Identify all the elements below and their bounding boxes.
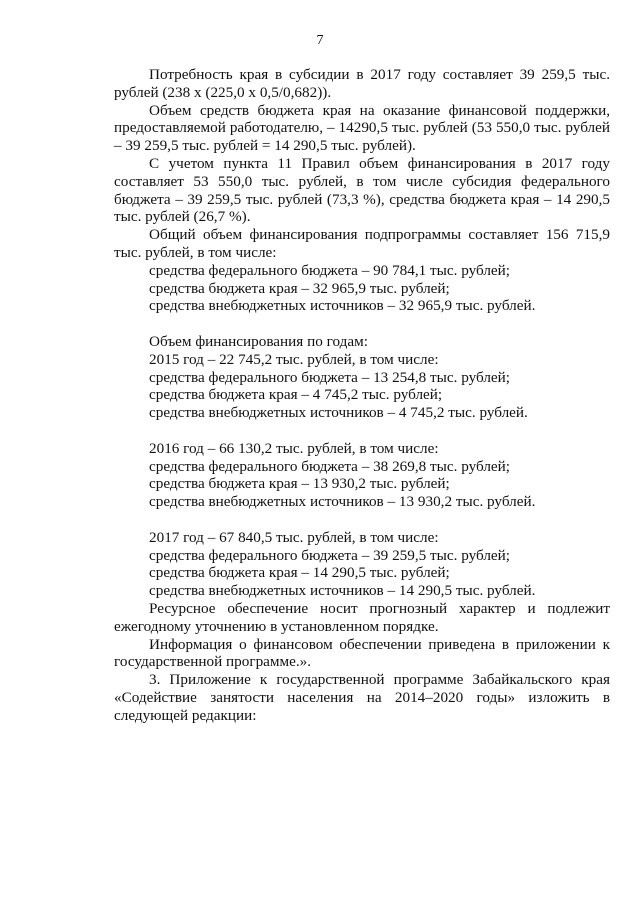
- list-item: средства внебюджетных источников – 32 965,9 тыс. рублей.: [149, 297, 536, 315]
- list-item: средства бюджета края – 13 930,2 тыс. рублей;: [149, 475, 450, 493]
- year-block-2017: [114, 529, 610, 600]
- paragraph-subsidy-need: Потребность края в субсидии в 2017 году составляет 39 259,5 тыс. рублей (238 х (225,0 х 0,5/0,682)).: [114, 66, 610, 101]
- list-item: средства бюджета края – 4 745,2 тыс. рублей;: [149, 386, 443, 404]
- spacer: [114, 422, 610, 440]
- list-item: средства бюджета края – 14 290,5 тыс. рублей;: [149, 564, 450, 582]
- year-block-2015: [114, 351, 610, 422]
- list-item: средства внебюджетных источников – 4 745,2 тыс. рублей.: [149, 404, 528, 422]
- paragraph-financing-2017: С учетом пункта 11 Правил объем финансирования в 2017 году составляет 53 550,0 тыс. рублей, в том числе субсидия федерального бюджета – 39 259,5 тыс. рублей (73,3 %), средства бюджета края – 14 290,5 тыс. рублей (26,7 %).: [114, 154, 610, 226]
- list-item: средства федерального бюджета – 38 269,8 тыс. рублей;: [149, 457, 511, 475]
- list-item: средства федерального бюджета – 39 259,5 тыс. рублей;: [149, 546, 511, 564]
- year-heading: 2015 год – 22 745,2 тыс. рублей, в том числе:: [149, 350, 439, 368]
- paragraph-employer-support: Объем средств бюджета края на оказание финансовой поддержки, предоставляемой работодателю, – 14290,5 тыс. рублей (53 550,0 тыс. рублей – 39 259,5 тыс. рублей = 14 290,5 тыс. рублей).: [114, 101, 610, 155]
- spacer: [114, 315, 610, 333]
- year-block-2016: [114, 440, 610, 511]
- list-item: средства внебюджетных источников – 14 290,5 тыс. рублей.: [149, 582, 536, 600]
- year-heading: 2017 год – 67 840,5 тыс. рублей, в том числе:: [149, 528, 439, 546]
- list-item: средства федерального бюджета – 90 784,1 тыс. рублей;: [149, 261, 511, 279]
- list-item: средства внебюджетных источников – 13 930,2 тыс. рублей.: [149, 493, 536, 511]
- by-years-heading: Объем финансирования по годам:: [149, 332, 368, 350]
- total-sources-list: [114, 262, 610, 315]
- paragraph-resource-forecast: Ресурсное обеспечение носит прогнозный характер и подлежит ежегодному уточнению в установленном порядке.: [114, 599, 610, 635]
- paragraph-financial-info: Информация о финансовом обеспечении приведена в приложении к государственной программе.».: [114, 635, 610, 671]
- list-item: средства бюджета края – 32 965,9 тыс. рублей;: [149, 279, 450, 297]
- paragraph-total-financing: Общий объем финансирования подпрограммы составляет 156 715,9 тыс. рублей, в том числе:: [114, 226, 610, 261]
- page-number: 7: [316, 33, 324, 48]
- document-body: [114, 66, 610, 724]
- paragraph-appendix-amendment: 3. Приложение к государственной программе Забайкальского края «Содействие занятости населения на 2014–2020 годы» изложить в следующей редакции:: [114, 671, 610, 724]
- list-item: средства федерального бюджета – 13 254,8 тыс. рублей;: [149, 368, 511, 386]
- spacer: [114, 511, 610, 529]
- year-heading: 2016 год – 66 130,2 тыс. рублей, в том числе:: [149, 439, 439, 457]
